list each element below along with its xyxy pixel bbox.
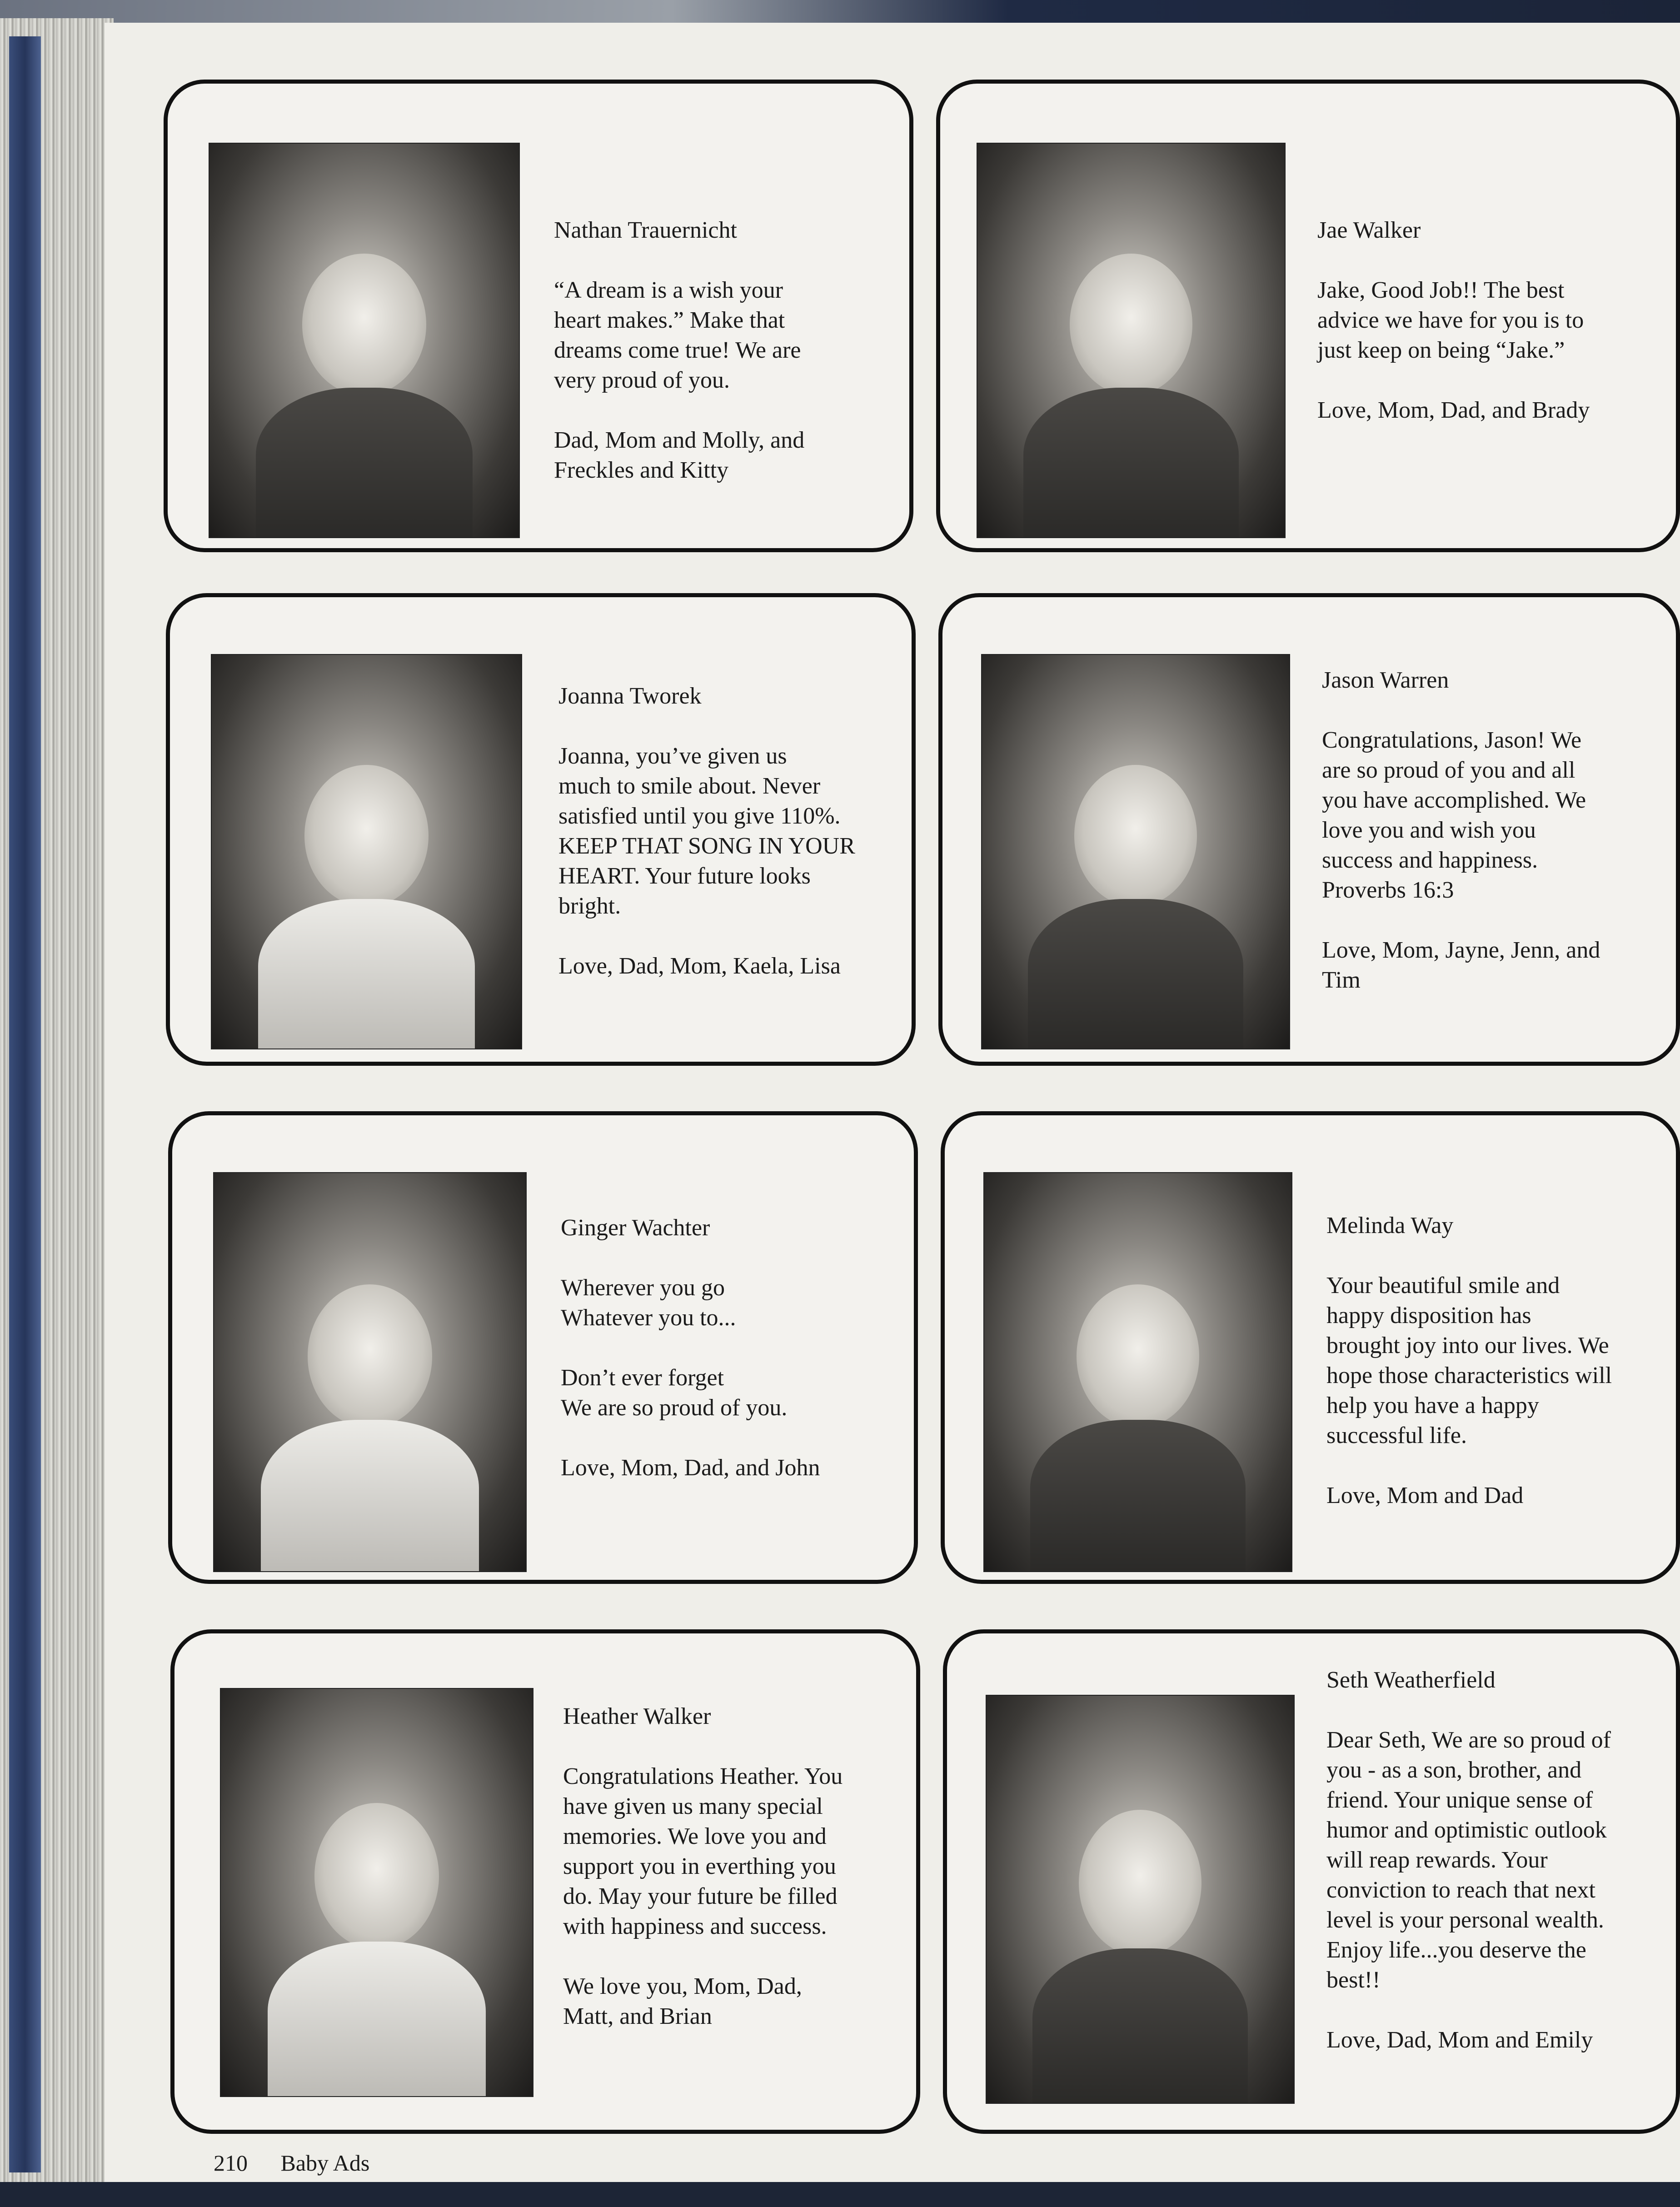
ad-name: Heather Walker <box>563 1703 711 1729</box>
child-photo <box>986 1695 1295 2104</box>
ad-message: Your beautiful smile and happy disposition has brought joy into our lives. We hope those characteristics will help you have a happy successful life. <box>1326 1273 1612 1448</box>
ad-name: Seth Weatherfield <box>1326 1667 1496 1693</box>
child-photo <box>211 654 522 1049</box>
child-photo <box>213 1172 527 1572</box>
ad-signoff: Love, Mom, Dad, and John <box>561 1455 820 1481</box>
page-bottom-edge <box>0 2182 1680 2207</box>
ad-message: Jake, Good Job!! The best advice we have for you is to just keep on being “Jake.” <box>1317 277 1584 363</box>
baby-ad-card <box>943 1629 1680 2134</box>
child-photo <box>209 143 520 538</box>
child-photo <box>981 654 1290 1049</box>
ad-name: Jae Walker <box>1317 217 1421 243</box>
baby-ad-card <box>168 1111 918 1584</box>
ad-name: Joanna Tworek <box>558 683 702 709</box>
ad-name: Melinda Way <box>1326 1213 1454 1238</box>
ad-message: Wherever you go Whatever you to... <box>561 1275 736 1331</box>
page-footer <box>214 2150 397 2176</box>
ad-signoff: Love, Mom, Dad, and Brady <box>1317 397 1590 423</box>
ad-signoff: We love you, Mom, Dad, Matt, and Brian <box>563 1973 802 2029</box>
section-title: Baby Ads <box>280 2150 370 2176</box>
ad-message: Joanna, you’ve given us much to smile about. Never satisfied until you give 110%. KEEP THAT SONG IN YOUR HEART. Your future looks bright. <box>558 743 855 919</box>
ad-message: Congratulations, Jason! We are so proud of you and all you have accomplished. We love you and wish you success and happiness. Proverbs 16:3 <box>1322 727 1586 903</box>
ad-message-2: Don’t ever forget We are so proud of you. <box>561 1365 788 1421</box>
baby-ad-card <box>941 1111 1680 1584</box>
ad-message: Congratulations Heather. You have given us many special memories. We love you and support you in everthing you do. May your future be filled with happiness and success. <box>563 1763 843 1939</box>
child-photo <box>977 143 1286 538</box>
ad-message: “A dream is a wish your heart makes.” Make that dreams come true! We are very proud of you. <box>554 277 801 393</box>
book-cover-edge <box>9 36 41 2172</box>
ad-name: Nathan Trauernicht <box>554 217 737 243</box>
child-photo <box>983 1172 1292 1572</box>
baby-ad-card <box>170 1629 920 2134</box>
ad-signoff: Love, Mom and Dad <box>1326 1483 1524 1508</box>
page-number: 210 <box>214 2150 248 2176</box>
ad-name: Ginger Wachter <box>561 1215 710 1241</box>
ad-signoff: Love, Dad, Mom, Kaela, Lisa <box>558 953 841 979</box>
baby-photo <box>220 1688 533 2097</box>
yearbook-page <box>105 23 1680 2186</box>
ad-message: Dear Seth, We are so proud of you - as a son, brother, and friend. Your unique sense of humor and optimistic outlook will reap rewards. Your conviction to reach that next level is your personal wealth. Enjoy life...you deserve the best!! <box>1326 1727 1611 1993</box>
ad-signoff: Love, Mom, Jayne, Jenn, and Tim <box>1322 937 1600 993</box>
ad-signoff: Love, Dad, Mom and Emily <box>1326 2027 1593 2053</box>
baby-ad-card <box>938 593 1680 1066</box>
ad-name: Jason Warren <box>1322 667 1449 693</box>
baby-ad-card <box>936 80 1680 552</box>
baby-ad-card <box>164 80 913 552</box>
baby-ad-card <box>166 593 916 1066</box>
ad-signoff: Dad, Mom and Molly, and Freckles and Kitty <box>554 427 805 483</box>
